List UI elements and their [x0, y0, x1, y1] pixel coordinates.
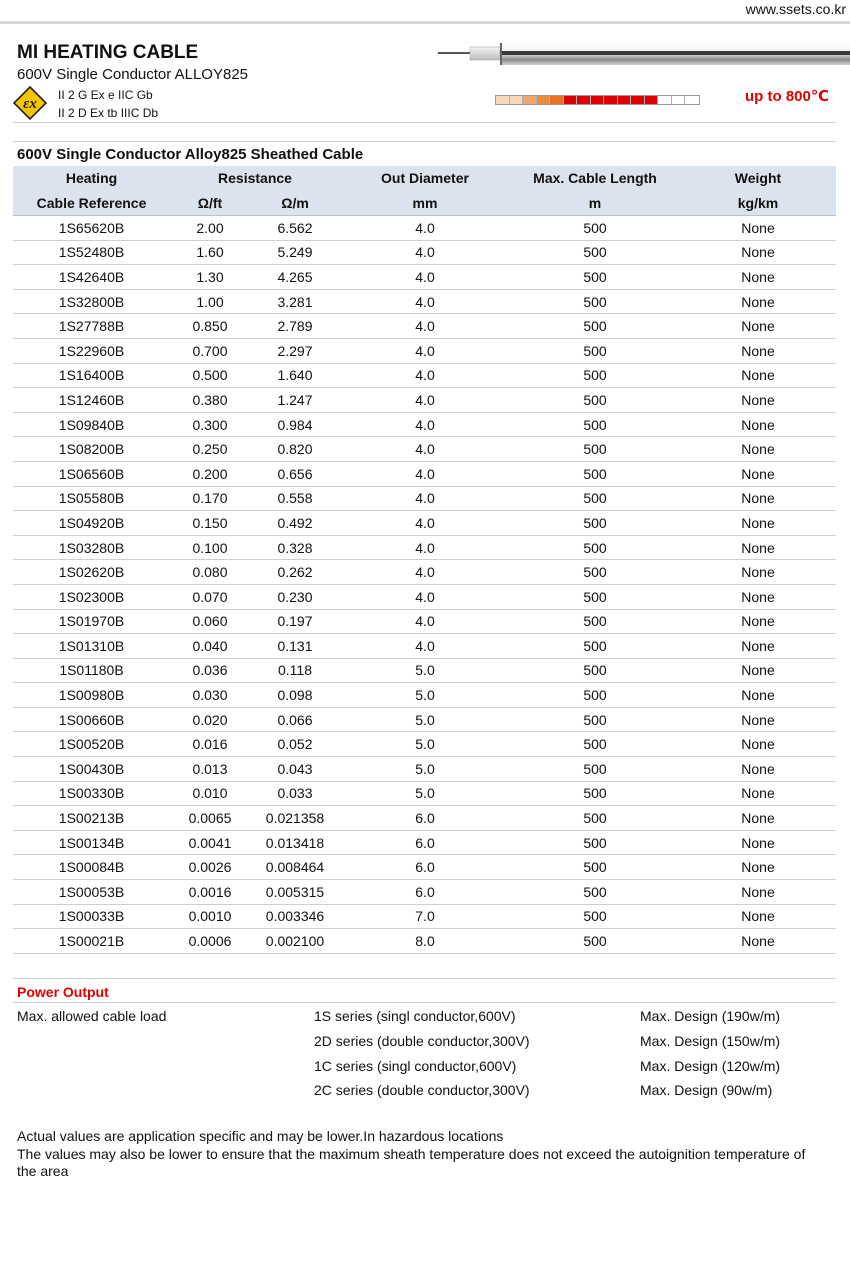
- cell-weight: None: [680, 216, 836, 241]
- cell-out-diameter: 4.0: [340, 338, 510, 363]
- cell-out-diameter: 4.0: [340, 388, 510, 413]
- temperature-scale-segment: [523, 96, 537, 104]
- cell-out-diameter: 6.0: [340, 830, 510, 855]
- cell-ohm-m: 0.066: [250, 707, 340, 732]
- cell-weight: None: [680, 609, 836, 634]
- cell-cable-reference: 1S32800B: [13, 289, 170, 314]
- cell-ohm-ft: 0.0041: [170, 830, 250, 855]
- cell-max-length: 500: [510, 855, 680, 880]
- cell-out-diameter: 4.0: [340, 634, 510, 659]
- table-row: [13, 609, 836, 634]
- cell-max-length: 500: [510, 683, 680, 708]
- cell-max-length: 500: [510, 314, 680, 339]
- cell-weight: None: [680, 338, 836, 363]
- cell-weight: None: [680, 634, 836, 659]
- temperature-scale-segment: [604, 96, 618, 104]
- cell-out-diameter: 4.0: [340, 314, 510, 339]
- page-title: MI HEATING CABLE: [17, 42, 199, 63]
- cell-ohm-m: 0.005315: [250, 880, 340, 905]
- cell-cable-reference: 1S42640B: [13, 265, 170, 290]
- cell-max-length: 500: [510, 904, 680, 929]
- cell-ohm-m: 0.328: [250, 535, 340, 560]
- cell-ohm-m: 0.002100: [250, 929, 340, 954]
- cell-max-length: 500: [510, 511, 680, 536]
- cell-max-length: 500: [510, 830, 680, 855]
- cell-out-diameter: 4.0: [340, 584, 510, 609]
- page-subtitle: 600V Single Conductor ALLOY825: [17, 66, 248, 83]
- cell-cable-reference: 1S00021B: [13, 929, 170, 954]
- header-divider: [13, 122, 836, 123]
- cell-out-diameter: 5.0: [340, 732, 510, 757]
- cell-out-diameter: 8.0: [340, 929, 510, 954]
- cell-ohm-ft: 0.010: [170, 781, 250, 806]
- table-row: [13, 806, 836, 831]
- cell-ohm-m: 3.281: [250, 289, 340, 314]
- cell-ohm-m: 0.656: [250, 461, 340, 486]
- temperature-scale-segment: [591, 96, 605, 104]
- cell-ohm-ft: 0.100: [170, 535, 250, 560]
- col-heading-cable-reference: Cable Reference: [13, 190, 170, 216]
- table-row: [13, 830, 836, 855]
- cell-ohm-ft: 0.0065: [170, 806, 250, 831]
- cell-ohm-m: 0.558: [250, 486, 340, 511]
- cell-ohm-m: 0.008464: [250, 855, 340, 880]
- cell-ohm-ft: 2.00: [170, 216, 250, 241]
- cell-max-length: 500: [510, 437, 680, 462]
- table-row: [13, 486, 836, 511]
- cell-weight: None: [680, 732, 836, 757]
- cell-out-diameter: 4.0: [340, 560, 510, 585]
- cell-ohm-ft: 0.500: [170, 363, 250, 388]
- cell-ohm-m: 2.789: [250, 314, 340, 339]
- table-row: [13, 880, 836, 905]
- temperature-scale-segment: [645, 96, 659, 104]
- cell-weight: None: [680, 781, 836, 806]
- cell-cable-reference: 1S12460B: [13, 388, 170, 413]
- cell-weight: None: [680, 707, 836, 732]
- cell-out-diameter: 6.0: [340, 806, 510, 831]
- table-title: 600V Single Conductor Alloy825 Sheathed Cable: [17, 146, 364, 163]
- table-row: [13, 929, 836, 954]
- cell-ohm-ft: 0.036: [170, 658, 250, 683]
- table-row: [13, 683, 836, 708]
- table-row: [13, 314, 836, 339]
- cell-ohm-ft: 0.0026: [170, 855, 250, 880]
- cell-max-length: 500: [510, 707, 680, 732]
- cell-ohm-m: 1.640: [250, 363, 340, 388]
- cell-ohm-ft: 0.0006: [170, 929, 250, 954]
- cell-weight: None: [680, 437, 836, 462]
- cell-out-diameter: 4.0: [340, 363, 510, 388]
- cell-weight: None: [680, 880, 836, 905]
- cell-cable-reference: 1S01180B: [13, 658, 170, 683]
- cell-weight: None: [680, 929, 836, 954]
- cell-ohm-m: 0.820: [250, 437, 340, 462]
- cell-max-length: 500: [510, 560, 680, 585]
- cell-cable-reference: 1S27788B: [13, 314, 170, 339]
- cell-ohm-ft: 0.250: [170, 437, 250, 462]
- cell-weight: None: [680, 511, 836, 536]
- notes: [17, 1128, 817, 1181]
- cell-out-diameter: 4.0: [340, 511, 510, 536]
- cell-ohm-ft: 0.300: [170, 412, 250, 437]
- cell-ohm-ft: 0.0010: [170, 904, 250, 929]
- cell-cable-reference: 1S08200B: [13, 437, 170, 462]
- cell-cable-reference: 1S01970B: [13, 609, 170, 634]
- table-row: [13, 634, 836, 659]
- cell-max-length: 500: [510, 412, 680, 437]
- temperature-scale-segment: [564, 96, 578, 104]
- power-max-design: Max. Design (190w/m): [640, 1008, 781, 1024]
- cell-ohm-ft: 0.380: [170, 388, 250, 413]
- power-series: 2C series (double conductor,300V): [314, 1082, 530, 1098]
- cell-max-length: 500: [510, 929, 680, 954]
- table-row: [13, 265, 836, 290]
- power-series: 1S series (singl conductor,600V): [314, 1008, 516, 1024]
- cell-out-diameter: 4.0: [340, 535, 510, 560]
- cell-max-length: 500: [510, 363, 680, 388]
- col-heading-ohm-m: Ω/m: [250, 190, 340, 216]
- cell-ohm-ft: 0.080: [170, 560, 250, 585]
- cell-max-length: 500: [510, 584, 680, 609]
- temperature-scale-segment: [537, 96, 551, 104]
- cell-ohm-m: 4.265: [250, 265, 340, 290]
- temperature-scale-segment: [550, 96, 564, 104]
- cell-ohm-m: 6.562: [250, 216, 340, 241]
- cell-cable-reference: 1S16400B: [13, 363, 170, 388]
- cell-out-diameter: 5.0: [340, 781, 510, 806]
- cell-ohm-m: 0.052: [250, 732, 340, 757]
- cell-out-diameter: 5.0: [340, 683, 510, 708]
- temperature-scale-segment: [618, 96, 632, 104]
- col-heading-resistance: Resistance: [170, 166, 340, 190]
- cell-out-diameter: 4.0: [340, 609, 510, 634]
- cell-weight: None: [680, 265, 836, 290]
- note-line-2: The values may also be lower to ensure that the maximum sheath temperature does not exceed the autoignition temperature of the area: [17, 1145, 806, 1179]
- temperature-scale-segment: [496, 96, 510, 104]
- cell-ohm-m: 0.492: [250, 511, 340, 536]
- cell-ohm-ft: 1.30: [170, 265, 250, 290]
- cell-weight: None: [680, 289, 836, 314]
- temperature-scale-segment: [577, 96, 591, 104]
- cell-ohm-ft: 0.013: [170, 757, 250, 782]
- col-heading-ohm-ft: Ω/ft: [170, 190, 250, 216]
- power-series: 1C series (singl conductor,600V): [314, 1058, 517, 1074]
- power-output-title: Power Output: [17, 984, 109, 1000]
- cell-weight: None: [680, 240, 836, 265]
- cell-cable-reference: 1S06560B: [13, 461, 170, 486]
- cell-ohm-ft: 0.060: [170, 609, 250, 634]
- power-max-design: Max. Design (120w/m): [640, 1058, 781, 1074]
- cell-ohm-ft: 0.850: [170, 314, 250, 339]
- cell-cable-reference: 1S00660B: [13, 707, 170, 732]
- cell-ohm-ft: 0.200: [170, 461, 250, 486]
- col-heading-mm: mm: [340, 190, 510, 216]
- table-row: [13, 240, 836, 265]
- cell-out-diameter: 4.0: [340, 216, 510, 241]
- cell-ohm-ft: 0.150: [170, 511, 250, 536]
- cell-weight: None: [680, 904, 836, 929]
- cell-cable-reference: 1S00980B: [13, 683, 170, 708]
- cell-cable-reference: 1S02300B: [13, 584, 170, 609]
- cell-ohm-ft: 0.040: [170, 634, 250, 659]
- table-row: [13, 535, 836, 560]
- cell-max-length: 500: [510, 634, 680, 659]
- power-output-label: Max. allowed cable load: [17, 1008, 167, 1024]
- cell-weight: None: [680, 412, 836, 437]
- table-row: [13, 904, 836, 929]
- cell-weight: None: [680, 855, 836, 880]
- table-row: [13, 707, 836, 732]
- cell-out-diameter: 5.0: [340, 707, 510, 732]
- note-line-1: Actual values are application specific and may be lower.In hazardous locations: [17, 1128, 504, 1144]
- cell-max-length: 500: [510, 535, 680, 560]
- table-subheader-row: [13, 190, 836, 216]
- col-heading-out-diameter: Out Diameter: [340, 166, 510, 190]
- cell-ohm-m: 0.003346: [250, 904, 340, 929]
- table-row: [13, 289, 836, 314]
- cell-ohm-ft: 0.070: [170, 584, 250, 609]
- cell-ohm-m: 1.247: [250, 388, 340, 413]
- cell-ohm-ft: 1.60: [170, 240, 250, 265]
- col-heading-m: m: [510, 190, 680, 216]
- cell-weight: None: [680, 830, 836, 855]
- cell-cable-reference: 1S00520B: [13, 732, 170, 757]
- power-divider-top: [13, 978, 836, 979]
- cell-cable-reference: 1S04920B: [13, 511, 170, 536]
- cell-weight: None: [680, 584, 836, 609]
- cell-max-length: 500: [510, 757, 680, 782]
- temperature-scale-segment: [631, 96, 645, 104]
- section-divider: [13, 141, 836, 142]
- cell-cable-reference: 1S22960B: [13, 338, 170, 363]
- cell-weight: None: [680, 757, 836, 782]
- cell-cable-reference: 1S00134B: [13, 830, 170, 855]
- cell-cable-reference: 1S00033B: [13, 904, 170, 929]
- cell-out-diameter: 6.0: [340, 880, 510, 905]
- power-max-design: Max. Design (150w/m): [640, 1033, 781, 1049]
- table-row: [13, 511, 836, 536]
- cell-ohm-m: 0.043: [250, 757, 340, 782]
- cell-weight: None: [680, 683, 836, 708]
- cell-max-length: 500: [510, 486, 680, 511]
- temperature-scale-segment: [510, 96, 524, 104]
- temperature-scale-segment: [672, 96, 686, 104]
- cell-ohm-m: 0.131: [250, 634, 340, 659]
- cell-max-length: 500: [510, 781, 680, 806]
- cell-weight: None: [680, 314, 836, 339]
- cell-max-length: 500: [510, 732, 680, 757]
- cell-weight: None: [680, 363, 836, 388]
- power-series: 2D series (double conductor,300V): [314, 1033, 530, 1049]
- col-heading-weight: Weight: [680, 166, 836, 190]
- cell-cable-reference: 1S52480B: [13, 240, 170, 265]
- cell-weight: None: [680, 388, 836, 413]
- cell-ohm-m: 0.984: [250, 412, 340, 437]
- cell-out-diameter: 4.0: [340, 265, 510, 290]
- cell-ohm-ft: 0.020: [170, 707, 250, 732]
- cell-ohm-ft: 0.700: [170, 338, 250, 363]
- cert-gas: II 2 G Ex e IIC Gb: [58, 88, 153, 102]
- cell-max-length: 500: [510, 609, 680, 634]
- cell-out-diameter: 4.0: [340, 289, 510, 314]
- top-bar: [0, 0, 850, 22]
- cell-ohm-ft: 0.030: [170, 683, 250, 708]
- cell-ohm-m: 0.262: [250, 560, 340, 585]
- cell-cable-reference: 1S03280B: [13, 535, 170, 560]
- table-row: [13, 855, 836, 880]
- cell-cable-reference: 1S00330B: [13, 781, 170, 806]
- cell-max-length: 500: [510, 461, 680, 486]
- table-row: [13, 560, 836, 585]
- cell-out-diameter: 4.0: [340, 461, 510, 486]
- power-max-design: Max. Design (90w/m): [640, 1082, 773, 1098]
- cell-out-diameter: 7.0: [340, 904, 510, 929]
- cell-cable-reference: 1S00053B: [13, 880, 170, 905]
- table-row: [13, 658, 836, 683]
- cell-ohm-m: 0.118: [250, 658, 340, 683]
- temperature-scale-segment: [685, 96, 699, 104]
- cell-max-length: 500: [510, 240, 680, 265]
- table-row: [13, 757, 836, 782]
- cell-cable-reference: 1S05580B: [13, 486, 170, 511]
- table-row: [13, 363, 836, 388]
- cell-weight: None: [680, 658, 836, 683]
- cell-max-length: 500: [510, 806, 680, 831]
- cell-weight: None: [680, 535, 836, 560]
- temperature-label: up to 800℃: [745, 88, 830, 105]
- cell-cable-reference: 1S00430B: [13, 757, 170, 782]
- cell-ohm-m: 0.021358: [250, 806, 340, 831]
- ex-hazard-icon: [13, 86, 47, 120]
- cell-max-length: 500: [510, 216, 680, 241]
- top-divider: [0, 21, 850, 24]
- col-heading-heating: Heating: [13, 166, 170, 190]
- table-row: [13, 437, 836, 462]
- table-row: [13, 781, 836, 806]
- table-row: [13, 388, 836, 413]
- cell-max-length: 500: [510, 658, 680, 683]
- cell-ohm-m: 0.230: [250, 584, 340, 609]
- cell-weight: None: [680, 461, 836, 486]
- cell-ohm-m: 0.033: [250, 781, 340, 806]
- cell-out-diameter: 4.0: [340, 240, 510, 265]
- svg-text:εx: εx: [23, 96, 37, 112]
- cell-ohm-m: 0.098: [250, 683, 340, 708]
- cell-cable-reference: 1S00084B: [13, 855, 170, 880]
- table-row: [13, 338, 836, 363]
- cell-cable-reference: 1S65620B: [13, 216, 170, 241]
- table-row: [13, 732, 836, 757]
- cell-out-diameter: 6.0: [340, 855, 510, 880]
- spec-table: [13, 166, 836, 954]
- table-row: [13, 461, 836, 486]
- cell-max-length: 500: [510, 388, 680, 413]
- cell-ohm-ft: 1.00: [170, 289, 250, 314]
- cert-dust: II 2 D Ex tb IIIC Db: [58, 106, 159, 120]
- table-row: [13, 216, 836, 241]
- cell-weight: None: [680, 560, 836, 585]
- table-header-row: [13, 166, 836, 190]
- col-heading-kgkm: kg/km: [680, 190, 836, 216]
- cell-ohm-m: 0.197: [250, 609, 340, 634]
- cell-max-length: 500: [510, 265, 680, 290]
- cable-image: [438, 39, 850, 69]
- cell-cable-reference: 1S00213B: [13, 806, 170, 831]
- temperature-scale-segment: [658, 96, 672, 104]
- cell-out-diameter: 4.0: [340, 437, 510, 462]
- cell-cable-reference: 1S09840B: [13, 412, 170, 437]
- cell-ohm-m: 0.013418: [250, 830, 340, 855]
- cell-max-length: 500: [510, 338, 680, 363]
- cell-weight: None: [680, 806, 836, 831]
- cell-ohm-m: 2.297: [250, 338, 340, 363]
- cell-ohm-ft: 0.0016: [170, 880, 250, 905]
- cell-cable-reference: 1S02620B: [13, 560, 170, 585]
- cell-out-diameter: 5.0: [340, 658, 510, 683]
- cell-ohm-m: 5.249: [250, 240, 340, 265]
- cell-ohm-ft: 0.016: [170, 732, 250, 757]
- cell-max-length: 500: [510, 289, 680, 314]
- cell-ohm-ft: 0.170: [170, 486, 250, 511]
- cell-weight: None: [680, 486, 836, 511]
- cell-max-length: 500: [510, 880, 680, 905]
- cell-out-diameter: 4.0: [340, 412, 510, 437]
- power-divider: [13, 1002, 836, 1003]
- temperature-scale: [495, 95, 700, 105]
- col-heading-max-length: Max. Cable Length: [510, 166, 680, 190]
- cell-out-diameter: 4.0: [340, 486, 510, 511]
- table-row: [13, 584, 836, 609]
- cell-cable-reference: 1S01310B: [13, 634, 170, 659]
- site-url: www.ssets.co.kr: [745, 1, 846, 17]
- table-row: [13, 412, 836, 437]
- cell-out-diameter: 5.0: [340, 757, 510, 782]
